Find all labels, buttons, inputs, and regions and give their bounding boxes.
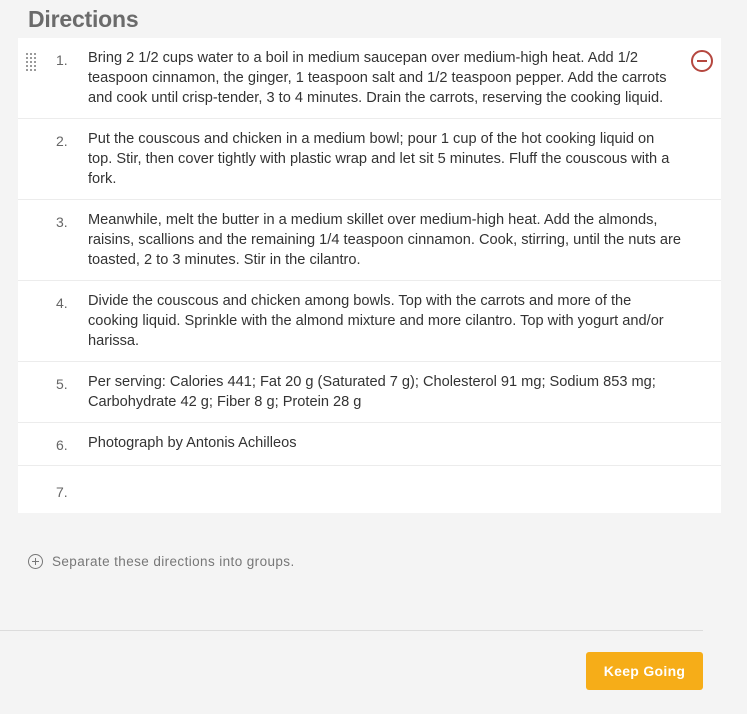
separate-groups-link[interactable] bbox=[28, 554, 295, 569]
direction-step-3[interactable] bbox=[18, 200, 721, 281]
step-number: 2. bbox=[56, 133, 68, 149]
step-text[interactable]: Photograph by Antonis Achilleos bbox=[88, 435, 297, 451]
step-text[interactable]: Per serving: Calories 441; Fat 20 g (Saturated 7 g); Cholesterol 91 mg; Sodium 853 mg; Carbohydrate 42 g; Fiber 8 g; Protein 28 g bbox=[88, 374, 656, 410]
direction-step-1[interactable] bbox=[18, 38, 721, 119]
direction-step-2[interactable] bbox=[18, 119, 721, 200]
step-number: 4. bbox=[56, 295, 68, 311]
plus-circle-icon bbox=[28, 554, 43, 569]
step-text[interactable]: Meanwhile, melt the butter in a medium skillet over medium-high heat. Add the almonds, raisins, scallions and the remaining 1/4 teaspoon cinnamon. Cook, stirring, until the nuts are toasted, 2 to 3 minutes. Stir in the cilantro. bbox=[88, 212, 681, 268]
step-number: 1. bbox=[56, 52, 68, 68]
direction-step-6[interactable] bbox=[18, 423, 721, 466]
step-text[interactable]: Divide the couscous and chicken among bowls. Top with the carrots and more of the cooking liquid. Sprinkle with the almond mixture and more cilantro. Top with yogurt and/or harissa. bbox=[88, 293, 664, 349]
step-number: 3. bbox=[56, 214, 68, 230]
page-title: Directions bbox=[28, 6, 139, 32]
step-text-input[interactable] bbox=[88, 476, 721, 503]
direction-step-5[interactable] bbox=[18, 362, 721, 423]
drag-handle-icon[interactable] bbox=[26, 53, 38, 71]
direction-step-7[interactable] bbox=[18, 466, 721, 513]
step-number: 5. bbox=[56, 376, 68, 392]
separate-groups-label: Separate these directions into groups. bbox=[52, 554, 295, 569]
keep-going-button[interactable]: Keep Going bbox=[586, 652, 703, 690]
direction-step-4[interactable] bbox=[18, 281, 721, 362]
remove-step-icon[interactable] bbox=[691, 50, 713, 72]
step-text[interactable]: Bring 2 1/2 cups water to a boil in medium saucepan over medium-high heat. Add 1/2 teaspoon cinnamon, the ginger, 1 teaspoon salt and 1/2 teaspoon pepper. Add the carrots and cook until crisp-tender, 3 to 4 minutes. Drain the carrots, reserving the cooking liquid. bbox=[88, 50, 667, 106]
step-number: 7. bbox=[56, 484, 68, 500]
directions-list bbox=[18, 38, 721, 513]
step-text[interactable]: Put the couscous and chicken in a medium bowl; pour 1 cup of the hot cooking liquid on top. Stir, then cover tightly with plastic wrap and let sit 5 minutes. Fluff the couscous with a fork. bbox=[88, 131, 670, 187]
step-number: 6. bbox=[56, 437, 68, 453]
footer-divider bbox=[0, 630, 703, 631]
